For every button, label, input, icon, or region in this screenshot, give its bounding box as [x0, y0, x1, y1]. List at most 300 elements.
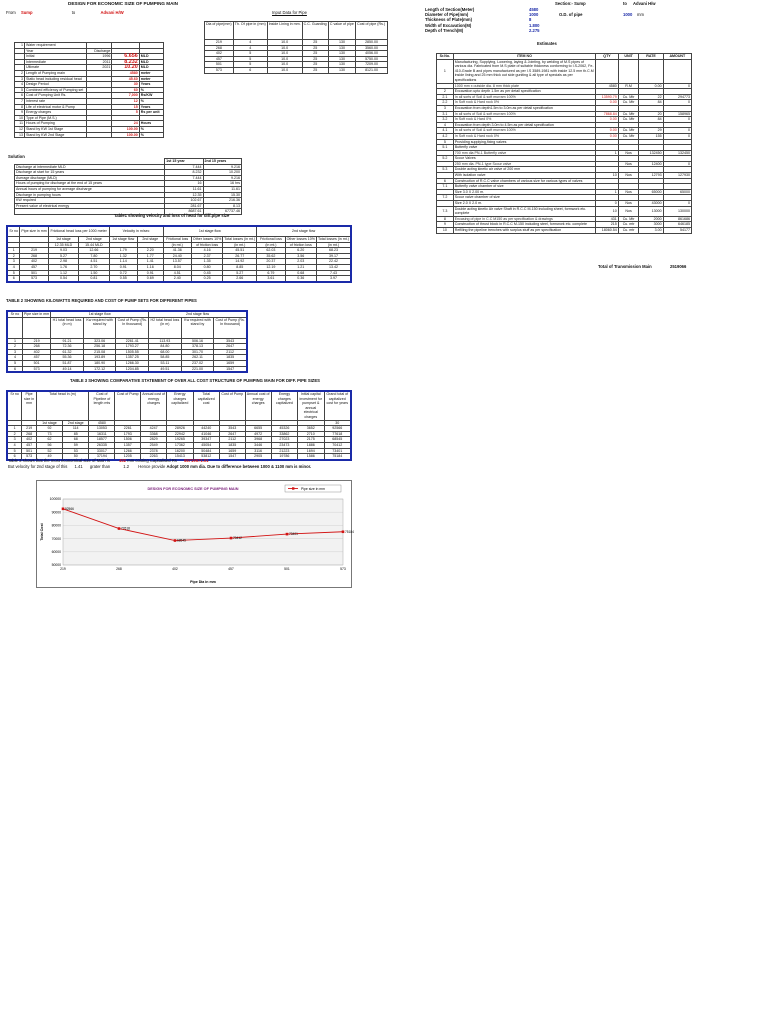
- table-cell: 25: [302, 40, 328, 46]
- table-cell: 2.20: [137, 248, 163, 254]
- table-cell: 16: [165, 181, 203, 187]
- table-cell: 5.1: [437, 145, 454, 151]
- y-axis-label: Total Cost: [40, 523, 44, 541]
- table-cell: Discharge: [87, 48, 112, 54]
- table-cell: 41046: [193, 431, 219, 437]
- table-cell: 3.61: [257, 276, 285, 282]
- table-cell: Cost of Pumping Unit Rs.: [25, 93, 87, 99]
- section-to: Advani H/w: [633, 1, 656, 6]
- table-cell: 4: [233, 45, 267, 51]
- table-cell: 10.0: [267, 45, 302, 51]
- chart-title: DESIGN FOR ECONOMIC SIZE OF PUMPING MAIN: [147, 487, 239, 491]
- table-cell: Excavation from depth 3.0m to 4.5m as per detail specification: [453, 122, 595, 128]
- table-cell: 49.51: [149, 366, 182, 372]
- solution-col-header: 2nd 15 years: [203, 159, 241, 165]
- table1-subheader: Other losses 10%: [192, 237, 222, 241]
- est-total-label: Total of Transmission Main: [598, 264, 652, 269]
- table-cell: Nos: [618, 161, 639, 167]
- table-cell: 7.444: [165, 164, 203, 170]
- x-tick-label: 573: [340, 567, 346, 571]
- table3-title: TABLE 3 SHOWING COMPARATIVE STATEMENT OF OVER ALL COST STRUCTURE OF PUMPING MAIN FOR DIFF. PIPE SIZES: [70, 378, 320, 383]
- table-cell: 0: [596, 201, 619, 207]
- to-label: to: [71, 10, 76, 15]
- table1-caption: Table1 showing velocity and loss of head for diff.pipe size: [114, 213, 230, 218]
- table-cell: [618, 59, 639, 83]
- table-cell: 49: [36, 454, 62, 460]
- table-cell: 1659: [214, 360, 247, 366]
- table-cell: 1835: [214, 355, 247, 361]
- table-cell: Average discharge (MLD): [15, 175, 165, 181]
- table-cell: 12: [112, 98, 139, 104]
- conclusion-text: Table 3 shows that the most economical size of Main is: [8, 458, 110, 463]
- table-cell: 256.18: [83, 344, 116, 350]
- table3-subheader: 30: [324, 420, 351, 426]
- table3-subheader: 4580: [89, 420, 115, 426]
- table-cell: 68: [63, 437, 89, 443]
- table-cell: 19265: [167, 437, 193, 443]
- table-cell: 573: [20, 276, 48, 282]
- table1-header: 1st stage flow: [163, 226, 257, 237]
- table-cell: 1.12: [48, 270, 78, 276]
- table-cell: 1996: [87, 54, 112, 60]
- table-cell: 9: [15, 110, 25, 116]
- table-cell: 49.14: [51, 366, 84, 372]
- table1-header: Pipe size in mm: [20, 226, 48, 237]
- table-cell: 268: [205, 45, 234, 51]
- table-cell: 0.45: [191, 270, 222, 276]
- table-cell: 0.00: [596, 100, 619, 106]
- table-cell: 10.0: [267, 67, 302, 73]
- table-cell: 268: [20, 253, 48, 259]
- pipe-input-header: Cost of pipe (Rs.): [356, 22, 388, 40]
- table-cell: 18577: [89, 437, 115, 443]
- table-cell: 65000: [663, 189, 691, 195]
- table-cell: 130: [328, 51, 355, 57]
- table1-subheader: 1st stage flow: [109, 237, 137, 243]
- table-cell: In all sorts of Soil & soft murram 100%: [453, 111, 595, 117]
- header-field-label: Length of Section(Meter): [425, 7, 475, 12]
- table-cell: 2: [437, 89, 454, 95]
- table-cell: In Soft rock & Hard 0%: [453, 117, 595, 123]
- table-cell: 0: [663, 117, 691, 123]
- data-label: 68545: [177, 538, 186, 543]
- table-cell: 501: [22, 360, 50, 366]
- table3-header: Cost of Pump: [219, 391, 245, 420]
- table-cell: 8.85: [223, 264, 257, 270]
- table3-header: Sr no: [7, 391, 22, 420]
- table-cell: 11.61: [203, 186, 241, 192]
- table-cell: 501: [205, 62, 234, 68]
- data-label: 92566: [65, 506, 74, 511]
- table-cell: 1835: [219, 442, 245, 448]
- table-cell: 0.69: [137, 276, 163, 282]
- data-label: 75184: [345, 529, 354, 534]
- table-cell: 1.41: [137, 259, 163, 265]
- table1-subheader: Frictional loss: [257, 237, 285, 243]
- table1-subheader: Total losses (in mt.): [224, 237, 256, 241]
- table-cell: %: [139, 132, 163, 138]
- table-cell: 180.90: [83, 360, 116, 366]
- header-field-value: 1000: [529, 12, 539, 18]
- table-cell: 18060.54: [596, 228, 619, 234]
- est-total-value: 2519066: [670, 264, 687, 269]
- table-cell: 1659: [219, 448, 245, 454]
- table-cell: 378.13: [181, 344, 214, 350]
- pipe-input-header: C value of pipe: [328, 22, 355, 40]
- table-cell: 3: [7, 437, 22, 443]
- table-cell: Size 3.0 X 2.00 m.: [453, 189, 595, 195]
- table-cell: 1357: [115, 442, 141, 448]
- data-label: 77618: [121, 526, 130, 531]
- y-tick-label: 70000: [51, 536, 61, 541]
- table-cell: 221.00: [181, 366, 214, 372]
- table-cell: MLD: [139, 54, 163, 60]
- table-cell: 5: [233, 51, 267, 57]
- table-cell: 6655: [245, 426, 271, 432]
- table1-subheader: 12.35 MLD: [48, 242, 78, 248]
- table-cell: 2647: [214, 344, 247, 350]
- table-cell: %: [139, 126, 163, 132]
- table-cell: 12793: [639, 173, 663, 179]
- table3-header: Initial capital investment for pumpset & annual electrical charges: [299, 392, 323, 419]
- table-cell: 7209.00: [356, 62, 388, 68]
- table-cell: %: [139, 98, 163, 104]
- table-cell: 1: [7, 338, 22, 344]
- table-cell: 45.60: [112, 76, 139, 82]
- table1-subheader: 15.44 MLD: [79, 242, 109, 248]
- table-cell: Discharge at start for 15 years: [15, 170, 165, 176]
- table1-header: Frictional head loss per 1000 meter: [48, 226, 109, 237]
- table-cell: 12: [15, 126, 25, 132]
- table1-subheader: (in mt.): [316, 242, 351, 248]
- table-cell: 53.11: [149, 360, 182, 366]
- table-cell: 501: [22, 448, 37, 454]
- table-cell: 0.54: [48, 276, 78, 282]
- table-cell: 73401: [324, 448, 351, 454]
- solution-title: Solution: [8, 154, 25, 159]
- legend-marker: [292, 487, 294, 489]
- table-cell: 4.51: [163, 270, 191, 276]
- table-cell: 1: [7, 426, 22, 432]
- table-cell: KW required: [15, 198, 165, 204]
- table-cell: Hours of Pumping: [25, 121, 87, 127]
- table-cell: Year: [25, 48, 87, 54]
- table-cell: 10.200: [203, 170, 241, 176]
- table1-subheader: Other losses 10%: [286, 237, 315, 241]
- table2-subheader: [22, 317, 50, 338]
- table-cell: 59: [63, 442, 89, 448]
- header-field-label: Depth of Trench(M): [425, 27, 464, 33]
- table-cell: 573: [22, 366, 50, 372]
- table-cell: 5: [233, 62, 267, 68]
- table-cell: 2: [7, 253, 20, 259]
- from-value: Sump: [20, 10, 33, 15]
- table-cell: 3560.00: [356, 45, 388, 51]
- economic-size-chart: [36, 480, 352, 588]
- table-cell: 15: [112, 104, 139, 110]
- table-cell: 39.17: [316, 253, 351, 259]
- table-cell: 219: [22, 338, 50, 344]
- table-cell: 2175: [298, 437, 324, 443]
- table-cell: 1506: [115, 437, 141, 443]
- table-cell: 3.00: [639, 228, 663, 234]
- table-cell: 0.55: [109, 276, 137, 282]
- table-cell: 10.0: [267, 51, 302, 57]
- table-cell: 53812: [193, 454, 219, 460]
- table-cell: 6: [7, 276, 20, 282]
- table2-header: 1st stage flow: [51, 311, 149, 317]
- table-cell: 20.37: [257, 259, 285, 265]
- table-cell: 1886: [298, 442, 324, 448]
- table-cell: 2: [7, 431, 22, 437]
- table-cell: 3.56: [285, 253, 316, 259]
- header-extra-value: 1000: [623, 12, 633, 18]
- table-cell: 50: [63, 454, 89, 460]
- table-cell: 7: [15, 98, 25, 104]
- table-cell: 70412: [324, 442, 351, 448]
- table-cell: Providing supplying,fixing valves: [453, 139, 595, 145]
- table-cell: 1547: [214, 366, 247, 372]
- table-cell: Nos: [618, 173, 639, 179]
- table-cell: 130: [328, 45, 355, 51]
- table-cell: 0: [663, 201, 691, 207]
- table-cell: With isolation valve: [453, 173, 595, 179]
- estimates-table: [436, 53, 692, 234]
- table-cell: 5.2: [437, 156, 454, 162]
- table-cell: 301.70: [181, 349, 214, 355]
- table-cell: 100.00: [112, 132, 139, 138]
- table-cell: 26.77: [223, 253, 257, 259]
- to-value: Advani H/W: [100, 10, 124, 15]
- table-cell: 13590.79: [596, 94, 619, 100]
- table-cell: MLD: [139, 59, 163, 65]
- table-cell: 10.0: [267, 56, 302, 62]
- table-cell: 1357.25: [116, 355, 149, 361]
- table-cell: 0.00: [596, 128, 619, 134]
- table2-header: Pipe size in mm: [23, 312, 50, 316]
- table-cell: 12400: [639, 161, 663, 167]
- table-cell: 4972: [245, 431, 271, 437]
- data-point: [118, 527, 121, 530]
- est-header: UNIT: [618, 54, 639, 60]
- table-cell: 44240: [193, 426, 219, 432]
- table-cell: 4: [15, 82, 25, 88]
- table-cell: 1793: [115, 431, 141, 437]
- data-label: 73401: [289, 532, 298, 537]
- table-cell: Encasing of pipe in C.C M150 as per specification & drawings: [453, 216, 595, 222]
- table2-subheader: Kw required with stand by: [83, 317, 116, 338]
- table-cell: 13.42: [316, 264, 351, 270]
- table-cell: 2378: [141, 448, 167, 454]
- table-cell: 3368: [141, 431, 167, 437]
- estimate-row: [437, 206, 692, 216]
- table-cell: 281.67: [165, 203, 203, 209]
- table-cell: 43000: [639, 201, 663, 207]
- table2-header: 2nd stage flow: [149, 311, 247, 317]
- table1-subheader: (in mt.): [163, 242, 191, 248]
- table-cell: 4.2: [437, 133, 454, 139]
- table2-subheader: [7, 317, 22, 338]
- estimate-row: [437, 222, 692, 228]
- table-cell: 501: [20, 270, 48, 276]
- table-cell: 2.66: [223, 276, 257, 282]
- table-cell: 5: [7, 448, 22, 454]
- table-cell: Hours: [139, 121, 163, 127]
- table-cell: Refilling the pipeline trenches with surplus stuff as per specification: [453, 228, 595, 234]
- table-cell: Present value of electrical energy: [15, 203, 165, 209]
- table-cell: 17362: [167, 442, 193, 448]
- table-cell: 1.14: [109, 259, 137, 265]
- y-tick-label: 100000: [49, 497, 61, 502]
- table-cell: 14.92: [223, 259, 257, 265]
- solution-table: [14, 158, 242, 215]
- table-cell: 45.51: [223, 248, 257, 254]
- table-cell: 457: [205, 56, 234, 62]
- table-cell: 219: [205, 40, 234, 46]
- table-cell: 2.1: [437, 94, 454, 100]
- table-cell: 91.21: [51, 338, 84, 344]
- table-cell: 7.2: [437, 195, 454, 201]
- table-cell: 22942: [167, 431, 193, 437]
- table-cell: Manufacturing, Supplying, Lowering, laying & Jointing, by welding of M.S pipes of various dia. Fabricated from M.S plate of suitable thickness conforming to I.S-2062, Fe-410-Grade B and pipes manufactured as per I.S 3589-1981 with inside 12.5 mm th.C.M inside lining and 25 mm thick out side guniting & all type of specials as per specifications: [454, 59, 594, 82]
- table-cell: 61.32: [51, 349, 84, 355]
- table-cell: 13.57: [163, 259, 191, 265]
- capitalised-cost: 68719671.01: [184, 458, 209, 463]
- table3-header: Total capitalized cost: [193, 391, 219, 420]
- table-cell: 1205: [115, 454, 141, 460]
- table-cell: Annual hours of pumping for average discharge: [15, 186, 165, 192]
- table-cell: Butterfly valve: [453, 145, 595, 151]
- est-header: ITEM NO: [453, 54, 595, 60]
- table-cell: 41.36: [163, 248, 191, 254]
- table-cell: 573: [22, 454, 37, 460]
- table-cell: 1266.30: [116, 360, 149, 366]
- table-cell: 13: [15, 132, 25, 138]
- table-cell: 16311: [89, 431, 115, 437]
- table-cell: 219: [22, 426, 37, 432]
- table-cell: 10.0: [267, 40, 302, 46]
- table-cell: 2905: [245, 454, 271, 460]
- table-cell: 2829: [141, 437, 167, 443]
- table-cell: 9.03: [48, 248, 78, 254]
- table-cell: Construction of thrust block in R.C.C M-150 including steel, formwork etc. complete: [453, 222, 595, 228]
- pipe-input-header: C.C. Guarding: [302, 22, 328, 40]
- table-cell: 7.80: [79, 253, 109, 259]
- table-cell: 1505.55: [116, 349, 149, 355]
- table-cell: 28926: [167, 426, 193, 432]
- table-cell: 294773: [663, 94, 691, 100]
- table-cell: 3.2: [437, 117, 454, 123]
- table-cell: Discharge in pumping hours: [15, 192, 165, 198]
- table-cell: 130: [328, 40, 355, 46]
- table-cell: 5: [112, 110, 139, 116]
- table-cell: [87, 132, 112, 138]
- table-cell: 4.51: [79, 259, 109, 265]
- table-cell: 62: [36, 437, 62, 443]
- table1-subheader: 1st stage: [48, 237, 78, 243]
- table-cell: 25: [302, 62, 328, 68]
- table-cell: 1000 mm x outside dia. 8 mm thick plate: [453, 83, 595, 89]
- table-cell: 3.1: [437, 111, 454, 117]
- table3-header: Grand total of capitalized cost for years: [324, 391, 351, 420]
- table-cell: 1586: [298, 454, 324, 460]
- table-cell: Rs/KW: [139, 93, 163, 99]
- table-cell: 12.35: [165, 192, 203, 198]
- table-cell: 85: [63, 431, 89, 437]
- conclusion-text: mm costing Capitalised Rs: [127, 458, 177, 463]
- table3-header: Energy charges capitalized: [167, 391, 193, 420]
- table-cell: 0.00: [596, 117, 619, 123]
- table-cell: 132450: [663, 150, 691, 156]
- table-cell: 12.66: [79, 248, 109, 254]
- table-cell: 2.37: [191, 253, 222, 259]
- table-cell: 130: [328, 67, 355, 73]
- header-extra-unit: mm: [637, 12, 644, 18]
- table1-row: [7, 276, 351, 282]
- table-cell: 3: [7, 259, 20, 265]
- table-cell: Energy charges: [25, 110, 87, 116]
- table-cell: 402: [22, 437, 37, 443]
- table-cell: 402: [205, 51, 234, 57]
- table-cell: R.M: [618, 83, 639, 89]
- table-cell: 2261: [115, 426, 141, 432]
- y-tick-label: 50000: [51, 563, 61, 568]
- table-cell: 0.00: [596, 133, 619, 139]
- est-header: Sr.No.: [437, 54, 454, 60]
- table-cell: 0.91: [109, 264, 137, 270]
- header-field-value: 1.800: [529, 22, 540, 28]
- table-cell: 21223: [271, 448, 297, 454]
- table-cell: 73: [36, 431, 62, 437]
- table-cell: 84: [639, 117, 663, 123]
- table-cell: 75184: [324, 454, 351, 460]
- table-cell: 0.80: [191, 264, 222, 270]
- table-cell: %: [139, 87, 163, 93]
- table-cell: Cu. mtr: [618, 222, 639, 228]
- table-cell: 6: [7, 454, 22, 460]
- table1-subheader: 2nd stage: [79, 237, 109, 243]
- table-cell: 37194: [89, 454, 115, 460]
- table-cell: 114: [63, 426, 89, 432]
- table-cell: [639, 59, 663, 83]
- table-cell: 50484: [193, 448, 219, 454]
- table-cell: 2112: [214, 349, 247, 355]
- header-field-label: Width of Excavation(M): [425, 22, 472, 28]
- table3-header: Cost of Pipeline of length mts: [89, 391, 115, 420]
- table-cell: 2261.41: [116, 338, 149, 344]
- x-tick-label: 457: [228, 567, 234, 571]
- table-cell: 8.13: [203, 203, 241, 209]
- table-cell: 4: [233, 40, 267, 46]
- table-cell: Combined efficiency of Pumping set: [25, 87, 87, 93]
- table-cell: 3.97: [316, 276, 351, 282]
- table-cell: Type of Pipe (M.S.): [25, 115, 87, 121]
- solution-col-header: 1st 15 year: [165, 159, 203, 165]
- table-cell: 0.68: [285, 270, 316, 276]
- table-cell: Double acting kinetic Air valve Shaft in R.C.C M-150 including sheet, formwork etc. complete: [453, 206, 595, 216]
- table-cell: 402: [20, 259, 48, 265]
- table-cell: Cu. Mtr: [618, 94, 639, 100]
- table-cell: 26335: [89, 442, 115, 448]
- x-tick-label: 402: [172, 567, 178, 571]
- pipe-input-table: [204, 21, 388, 74]
- table-cell: 33862: [271, 431, 297, 437]
- table-cell: 24.40: [163, 253, 191, 259]
- estimate-row: [437, 228, 692, 234]
- table-cell: 72.36: [51, 344, 84, 350]
- table2-row: [7, 366, 247, 372]
- table-cell: 67737.46: [203, 209, 241, 215]
